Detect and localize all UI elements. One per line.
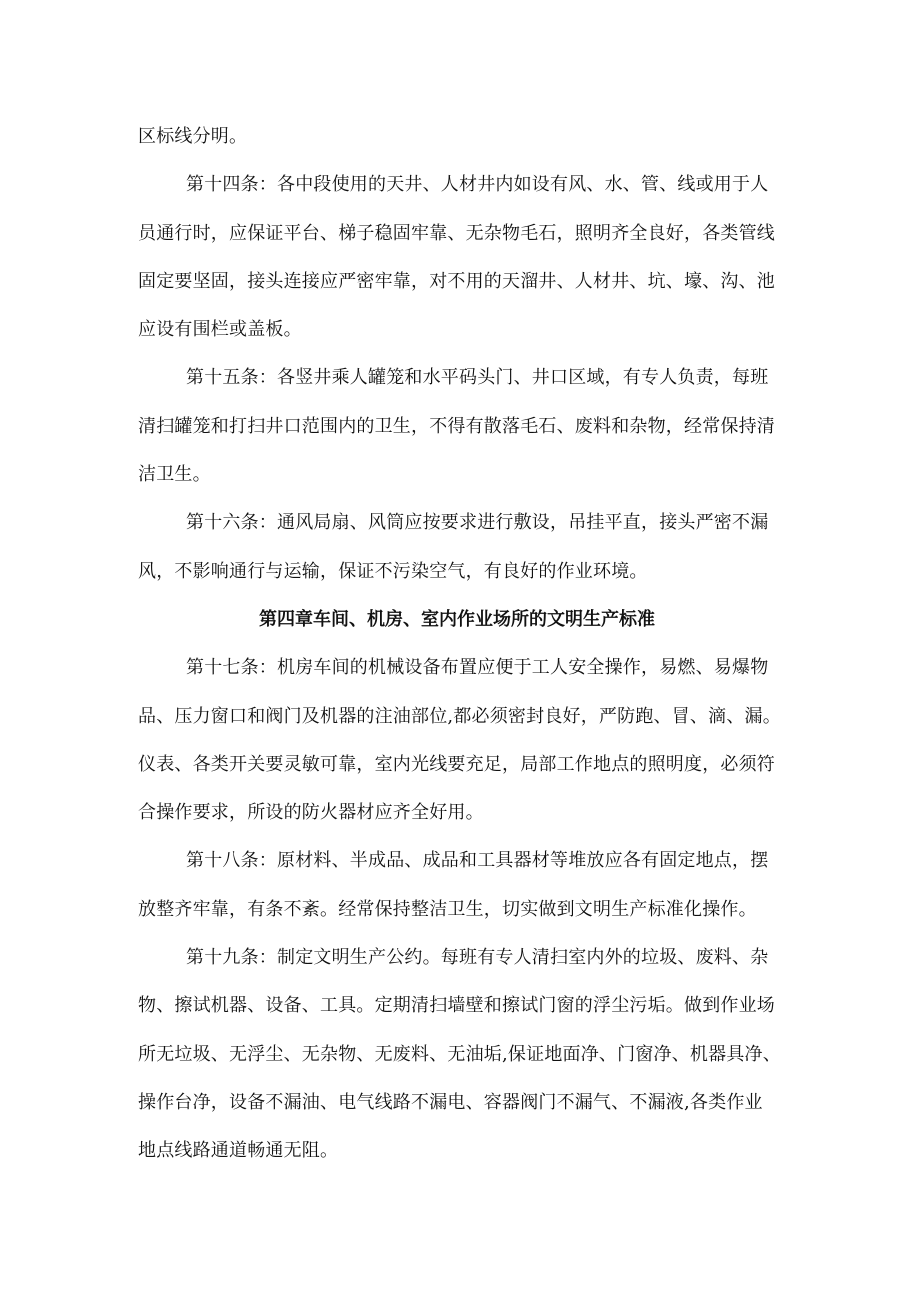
text-line: 仪表、各类开关要灵敏可靠，室内光线要充足，局部工作地点的照明度，必须符 <box>138 753 775 775</box>
text-line: 清扫罐笼和打扫井口范围内的卫生，不得有散落毛石、废料和杂物，经常保持清 <box>138 415 775 437</box>
text-line: 区标线分明。 <box>138 126 248 147</box>
text-line: 风，不影响通行与运输，保证不污染空气，有良好的作业环境。 <box>138 560 648 582</box>
article-14-first-line: 第十四条：各中段使用的天井、人材井内如设有风、水、管、线或用于人 <box>186 174 769 196</box>
chapter-4-heading: 第四章车间、机房、室内作业场所的文明生产标准 <box>259 608 655 630</box>
article-19-first-line: 第十九条：制定文明生产公约。每班有专人清扫室内外的垃圾、废料、杂 <box>186 947 769 969</box>
text-line: 放整齐牢靠，有条不紊。经常保持整洁卫生，切实做到文明生产标准化操作。 <box>138 898 757 920</box>
article-15-first-line: 第十五条：各竖井乘人罐笼和水平码头门、井口区域，有专人负责，每班 <box>186 367 769 389</box>
text-line: 固定要坚固，接头连接应严密牢靠，对不用的天溜井、人材井、坑、壕、沟、池 <box>138 270 775 292</box>
text-line: 合操作要求，所设的防火器材应齐全好用。 <box>138 802 484 824</box>
article-16-first-line: 第十六条：通风局扇、风筒应按要求进行敷设，吊挂平直，接头严密不漏 <box>186 512 769 534</box>
text-line: 员通行时，应保证平台、梯子稳固牢靠、无杂物毛石，照明齐全良好，各类管线 <box>138 222 775 244</box>
text-line: 操作台净，设备不漏油、电气线路不漏电、容器阀门不漏气、不漏液,各类作业 <box>138 1091 763 1113</box>
article-17-first-line: 第十七条：机房车间的机械设备布置应便于工人安全操作，易燃、易爆物 <box>186 657 769 679</box>
text-line: 所无垃圾、无浮尘、无杂物、无废料、无油垢,保证地面净、门窗净、机器具净、 <box>138 1043 781 1065</box>
text-line: 洁卫生。 <box>138 464 211 486</box>
text-line: 品、压力窗口和阀门及机器的注油部位,都必须密封良好，严防跑、冒、滴、漏。 <box>138 705 781 727</box>
text-line: 应设有围栏或盖板。 <box>138 319 302 341</box>
text-line: 地点线路通道畅通无阻。 <box>138 1140 339 1162</box>
article-18-first-line: 第十八条：原材料、半成品、成品和工具器材等堆放应各有固定地点，摆 <box>186 850 769 872</box>
text-line: 物、擦试机器、设备、工具。定期清扫墙壁和擦试门窗的浮尘污垢。做到作业场 <box>138 995 775 1017</box>
